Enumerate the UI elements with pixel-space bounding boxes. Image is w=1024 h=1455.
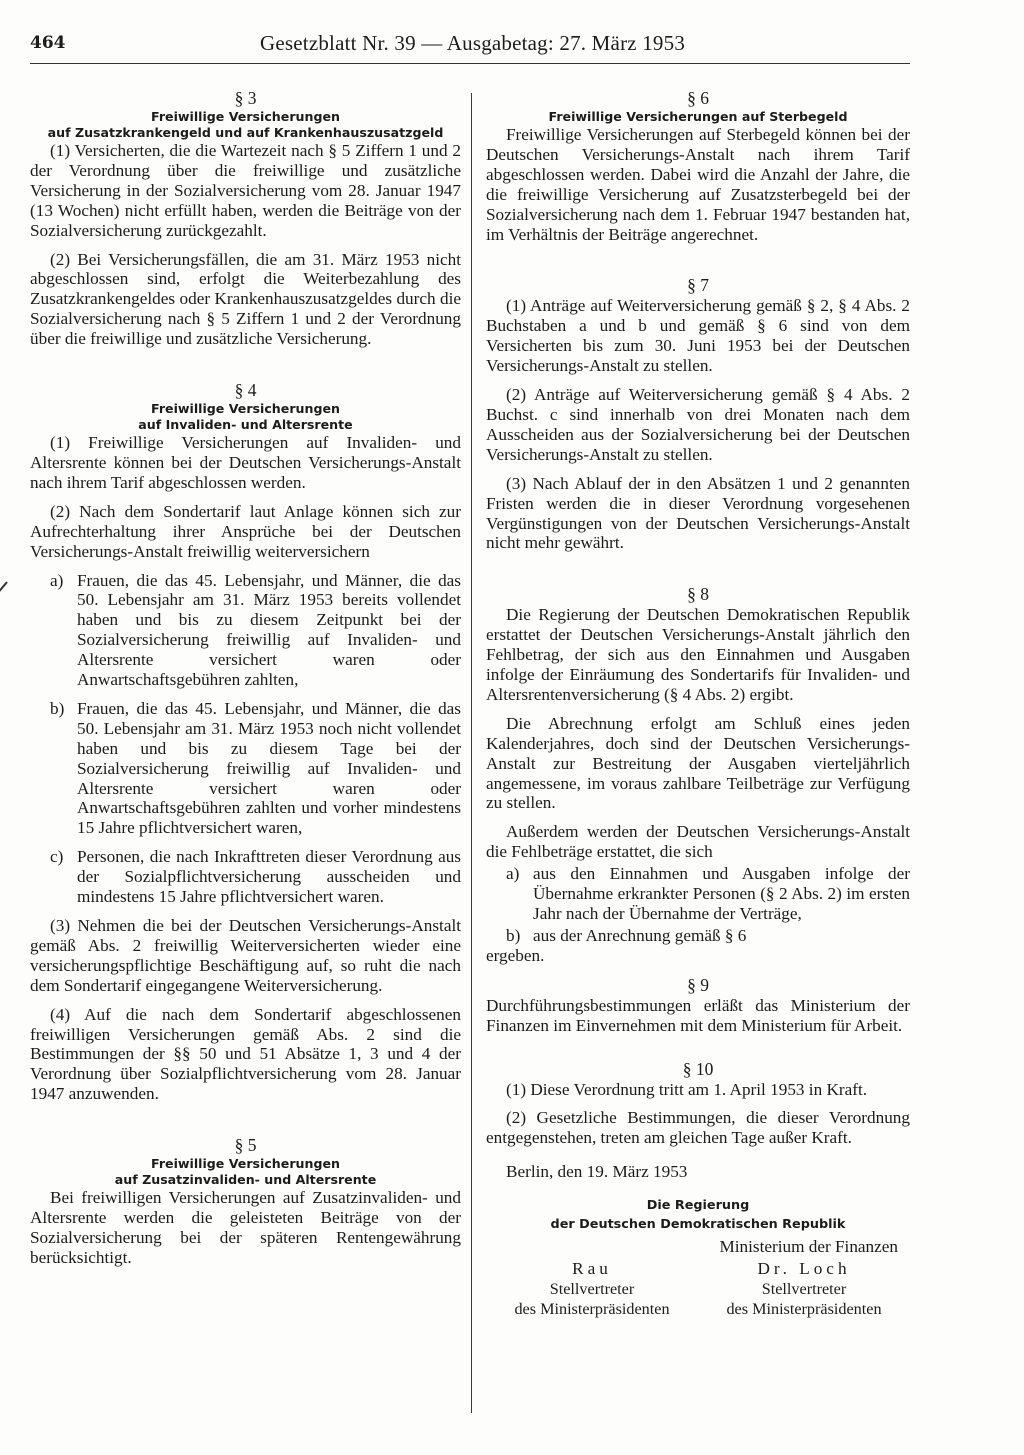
ministry-name: Ministerium der Finanzen [719,1237,898,1257]
signatory-role: des Ministerpräsidenten [726,1300,882,1319]
paragraph: (3) Nehmen die bei der Deutschen Versicherungs-Anstalt gemäß Abs. 2 freiwillig Weiterversicherten wieder eine versicherungspflichtige Beschäftigung auf, so ruht die nach dem Sondertarif eingegangene Weiterversicherung. [30,916,461,995]
signatory [486,1259,698,1319]
list-label: b) [50,698,65,718]
paragraph: (4) Auf die nach dem Sondertarif abgeschlossenen freiwilligen Versicherungen gemäß Abs. 2 sind die Bestimmungen der §§ 50 und 51 Absätze 1, 3 und 4 der Verordnung über Sozialpflichtversicherung vom 28. Januar 1947 anzuwenden. [30,1004,461,1104]
signatory-role: Stellvertreter [761,1280,847,1299]
section-3 [30,88,461,349]
signatory-name: Rau [572,1259,612,1279]
section-9 [486,975,910,1036]
header-title: Gesetzblatt Nr. 39 — Ausgabetag: 27. März 1953 [260,31,686,55]
list-label: a) [506,864,520,884]
signatory [698,1259,910,1319]
section-6 [486,88,910,244]
list-label: b) [506,925,521,945]
section-number: § 10 [682,1058,714,1079]
list-text: Personen, die nach Inkrafttreten dieser Verordnung aus der Sozialpflichtversicherung ausscheiden und mindestens 15 Jahre pflichtversichert waren. [77,847,461,907]
list-text: aus den Einnahmen und Ausgaben infolge der Übernahme erkrankter Personen (§ 2 Abs. 2) im ersten Jahr nach der Übernahme der Verträge, [533,864,910,923]
signatories [486,1259,910,1319]
list-item [506,864,910,924]
paragraph: Freiwillige Versicherungen auf Sterbegeld können bei der Deutschen Versicherungs-Anstalt nach ihrem Tarif abgeschlossen werden. Dabei wird die Anzahl der Jahre, die die freiwillige Versicherung auf Zusatzsterbegeld bei der Sozialversicherung nach dem 1. Februar 1947 bestanden hat, im Verhältnis der Beiträge angerechnet. [486,125,910,244]
list-item [50,571,461,690]
signatory-role: des Ministerpräsidenten [514,1300,670,1319]
list-text: Frauen, die das 45. Lebensjahr, und Männer, die das 50. Lebensjahr am 31. März 1953 noch nicht vollendet haben und bis zu diesem Tage bei der Sozialversicherung freiwillig auf Invaliden- und Altersrente versichert waren oder Anwartschaftsgebühren zahlten und vorher mindestens 15 Jahre pflichtversichert waren, [77,698,461,838]
right-column [486,88,910,1319]
paragraph: (2) Bei Versicherungsfällen, die am 31. März 1953 nicht abgeschlossen sind, erfolgt die Weiterbezahlung des Zusatzkrankengeldes oder Krankenhauszusatzgeldes durch die Sozialversicherung nach § 5 Ziffern 1 und 2 der Verordnung über die freiwillige und zusätzliche Versicherung. [30,249,461,349]
list-item [50,847,461,907]
section-title: Freiwillige Versicherungen [151,401,340,417]
paragraph: (1) Anträge auf Weiterversicherung gemäß § 2, § 4 Abs. 2 Buchstaben a und b und gemäß § 6 sind von dem Versicherten bis zum 30. Juni 1953 bei der Deutschen Versicherungs-Anstalt zu stellen. [486,296,910,376]
section-5 [30,1135,461,1268]
government-name: der Deutschen Demokratischen Republik [550,1217,846,1233]
section-title: Freiwillige Versicherungen [151,1156,340,1172]
signatory-role: Stellvertreter [549,1280,635,1299]
page-number: 464 [30,33,66,53]
list-label: a) [50,570,64,590]
paragraph: (1) Versicherten, die die Wartezeit nach § 5 Ziffern 1 und 2 der Verordnung über die freiwillige und zusätzliche Versicherung in der Sozialversicherung vom 28. Januar 1947 (13 Wochen) nicht erfüllt haben, werden die Beiträge von der Sozialversicherung zurückgezahlt. [30,141,461,240]
signatory-name: Dr. Loch [757,1259,851,1279]
section-number: § 6 [687,88,709,108]
list-text: Frauen, die das 45. Lebensjahr, und Männer, die das 50. Lebensjahr am 31. März 1953 bereits vollendet haben und bis zu diesem Zeitpunkt bei der Sozialversicherung freiwillig auf Invaliden- und Altersrente versichert waren oder Anwartschaftsgebühren zahlten, [77,570,461,690]
section-4 [30,380,461,1104]
section-title: auf Zusatzinvaliden- und Altersrente [114,1172,377,1188]
list-text: aus der Anrechnung gemäß § 6 [533,925,747,945]
section-title: Freiwillige Versicherungen auf Sterbegeld [548,109,848,124]
closing-block [486,1162,910,1319]
section-7 [486,275,910,553]
section-number: § 7 [687,275,709,296]
paragraph: ergeben. [486,945,545,965]
section-number: § 3 [234,88,257,108]
left-column [30,88,461,1277]
section-title: auf Zusatzkrankengeld und auf Krankenhauszusatzgeld [47,125,444,140]
section-number: § 4 [234,380,257,401]
paragraph: (2) Nach dem Sondertarif laut Anlage können sich zur Aufrechterhaltung ihrer Ansprüche bei der Deutschen Versicherungs-Anstalt freiwillig weiterversichern [30,501,461,561]
section-number: § 9 [687,974,709,995]
paragraph: Die Regierung der Deutschen Demokratischen Republik erstattet der Deutschen Versicherungs-Anstalt jährlich den Fehlbetrag, der sich aus den Einnahmen und Ausgaben infolge der Einräumung des Sondertarifs für Invaliden- und Altersrentenversicherung (§ 4 Abs. 2) ergibt. [486,605,910,704]
list-item [506,926,910,946]
paragraph: (3) Nach Ablauf der in den Absätzen 1 und 2 genannten Fristen werden die in dieser Verordnung vorgesehenen Vergünstigungen von der Deutschen Versicherungs-Anstalt nicht mehr gewährt. [486,473,910,553]
paragraph: (2) Gesetzliche Bestimmungen, die dieser Verordnung entgegenstehen, treten am gleichen Tage außer Kraft. [486,1108,910,1148]
paragraph: Die Abrechnung erfolgt am Schluß eines jeden Kalenderjahres, doch sind der Deutschen Versicherungs-Anstalt zur Bestreitung der Ausgaben vierteljährlich angemessene, im voraus zahlbare Teilbeträge zur Verfügung zu stellen. [486,713,910,813]
government-name: Die Regierung [646,1198,750,1214]
paragraph: Bei freiwilligen Versicherungen auf Zusatzinvaliden- und Altersrente werden die geleisteten Beiträge von der Sozialversicherung bei der späteren Rentengewährung berücksichtigt. [30,1188,461,1267]
section-10 [486,1059,910,1149]
paragraph: (1) Freiwillige Versicherungen auf Invaliden- und Altersrente können bei der Deutschen Versicherungs-Anstalt nach ihrem Tarif abgeschlossen werden. [30,433,461,492]
place-date: Berlin, den 19. März 1953 [506,1162,688,1182]
list-item [50,699,461,838]
section-number: § 5 [234,1135,257,1156]
paragraph: Durchführungsbestimmungen erläßt das Ministerium der Finanzen im Einvernehmen mit dem Ministerium für Arbeit. [486,995,910,1035]
section-number: § 8 [687,584,709,605]
margin-pen-mark [0,581,8,602]
paragraph: Außerdem werden der Deutschen Versicherungs-Anstalt die Fehlbeträge erstattet, die sich [486,822,910,862]
page-header [30,31,910,64]
section-title: auf Invaliden- und Altersrente [138,417,353,433]
section-title: Freiwillige Versicherungen [151,109,340,124]
paragraph: (2) Anträge auf Weiterversicherung gemäß § 4 Abs. 2 Buchst. c sind innerhalb von drei Monaten nach dem Ausscheiden aus der Sozialversicherung bei der Deutschen Versicherungs-Anstalt zu stellen. [486,385,910,464]
column-divider [471,93,472,1413]
paragraph: (1) Diese Verordnung tritt am 1. April 1953 in Kraft. [506,1079,868,1099]
list-label: c) [50,847,64,867]
section-8 [486,584,910,965]
